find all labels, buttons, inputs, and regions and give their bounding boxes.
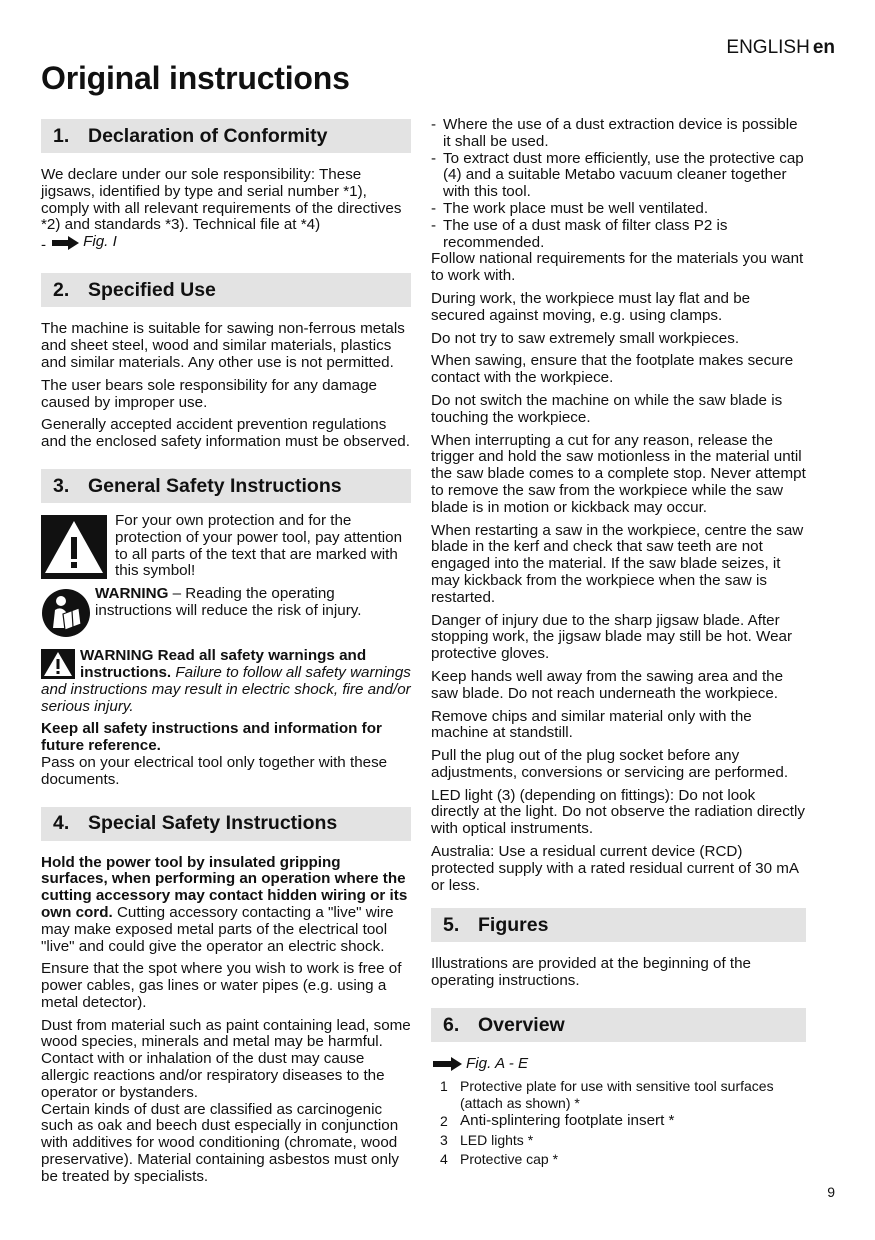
page-number: 9 (827, 1184, 835, 1200)
warning-triangle-icon (41, 515, 107, 579)
list-item: - The work place must be well ventilated. (431, 201, 806, 218)
figures-text: Illustrations are provided at the beginning of the operating instructions. (431, 955, 751, 990)
section-heading-special-safety: 4. Special Safety Instructions (41, 807, 411, 841)
keep-instructions: Keep all safety instructions and information for future reference. Pass on your electrical tool only together with these documents. (41, 720, 388, 788)
dust-para: Dust from material such as paint containing lead, some wood species, minerals and metal may be harmful. Contact with or inhalation of the dust may cause allergic reactions and/or respiratory diseases to the operator or bystanders. (41, 1016, 411, 1101)
safety-para: Remove chips and similar material only with the machine at standstill. (431, 707, 752, 742)
safety-para: Keep hands well away from the sawing area and the saw blade. Do not reach underneath the workpiece. (431, 667, 784, 702)
safety-para: Australia: Use a residual current device (RCD) protected supply with a rated residual current of 30 mA or less. (431, 843, 799, 894)
language-label: ENGLISH en (726, 37, 835, 58)
list-item: - To extract dust more efficiently, use the protective cap (4) and a suitable Metabo vacuum cleaner together with this tool. (431, 151, 806, 201)
safety-symbol-block (41, 513, 411, 580)
specified-use-para: The user bears sole responsibility for any damage caused by improper use. (41, 376, 377, 411)
safety-para: Do not switch the machine on while the saw blade is touching the workpiece. (431, 391, 783, 426)
list-item: 4 Protective cap * (440, 1150, 559, 1167)
safety-para: Do not try to saw extremely small workpieces. (431, 329, 740, 347)
specified-use-para: The machine is suitable for sawing non-ferrous metals and sheet steel, wood and similar materials, plastics and similar materials. Any other use is not permitted. (41, 320, 405, 371)
right-column (431, 117, 806, 1169)
safety-para: When interrupting a cut for any reason, release the trigger and hold the saw motionless in the material until the saw blade comes to a complete stop. Never attempt to remove the saw from the workpiece while the saw blade is in motion or kickback may occur. (431, 431, 806, 516)
safety-para: When sawing, ensure that the footplate makes secure contact with the workpiece. (431, 352, 794, 387)
section-heading-specified-use: 2. Specified Use (41, 273, 411, 307)
small-warning-icon (41, 649, 75, 679)
list-item: 3 LED lights * (440, 1132, 534, 1149)
dust-measures-list (431, 117, 806, 251)
overview-list (431, 1078, 806, 1167)
read-manual-block (41, 586, 411, 638)
safety-para: During work, the workpiece must lay flat and be secured against moving, e.g. using clamps. (431, 289, 751, 324)
list-item: - The use of a dust mask of filter class P2 is recommended. (431, 218, 806, 252)
safety-symbol-text: For your own protection and for the protection of your power tool, pay attention to all parts of the text that are marked with this symbol! (115, 511, 403, 580)
spot-para: Ensure that the spot where you wish to work is free of power cables, gas lines or water pipes (e.g. using a metal detector). (41, 960, 402, 1011)
list-item: 1 Protective plate for use with sensitive tool surfaces (attach as shown) * (440, 1078, 774, 1111)
section-heading-overview: 6. Overview (431, 1008, 806, 1042)
safety-para: When restarting a saw in the workpiece, centre the saw blade in the kerf and check that saw teeth are not engaged into the material. If the saw blade seizes, it may kickback from the workpiece when the saw is restarted. (431, 521, 804, 606)
section-heading-conformity: 1. Declaration of Conformity (41, 119, 411, 153)
safety-para: LED light (3) (depending on fittings): Do not look directly at the light. Do not observe the radiation directly with optical instruments. (431, 786, 805, 838)
arrow-right-icon (431, 1057, 463, 1071)
national-requirements: Follow national requirements for the materials you want to work with. (431, 250, 804, 285)
safety-para: Pull the plug out of the plug socket before any adjustments, conversions or servicing are performed. (431, 747, 789, 781)
hold-tool-para: Hold the power tool by insulated gripping surfaces, when performing an operation where the cutting accessory may contact hidden wiring or its own cord. Cutting accessory contacting a "live" wire may make exposed metal parts of the electrical tool "live" and could give the operator an electric shock. (41, 853, 408, 955)
read-manual-text: WARNING – Reading the operating instructions will reduce the risk of injury. (95, 585, 362, 619)
list-item: - Where the use of a dust extraction device is possible it shall be used. (431, 117, 806, 151)
specified-use-para: Generally accepted accident prevention regulations and the enclosed safety information must be observed. (41, 416, 410, 451)
conformity-ref: - Fig. I (41, 233, 117, 254)
read-manual-icon (41, 588, 91, 638)
arrow-right-icon (50, 236, 80, 250)
carcinogenic-para: Certain kinds of dust are classified as carcinogenic such as oak and beech dust especially in conjunction with additives for wood conditioning (chromate, wood preservative). Material containing asbestos must only be treated by specialists. (41, 1100, 399, 1185)
section-heading-figures: 5. Figures (431, 908, 806, 942)
list-item: 2 Anti-splintering footplate insert * (440, 1112, 675, 1130)
overview-ref: Fig. A - E (431, 1056, 806, 1076)
page-title: Original instructions (41, 60, 350, 96)
section-heading-general-safety: 3. General Safety Instructions (41, 469, 411, 503)
conformity-text: We declare under our sole responsibility: These jigsaws, identified by type and serial number *1), comply with all relevant requirements of the directives *2) and standards *3). Technical file at *4) (41, 166, 402, 234)
safety-para: Danger of injury due to the sharp jigsaw blade. After stopping work, the jigsaw blade may still be hot. Wear protective gloves. (431, 611, 793, 663)
warning-read-all: WARNING Read all safety warnings and instructions. Failure to follow all safety warnings and instructions may result in electric shock, fire and/or serious injury. (41, 647, 411, 715)
left-column (41, 119, 411, 1192)
